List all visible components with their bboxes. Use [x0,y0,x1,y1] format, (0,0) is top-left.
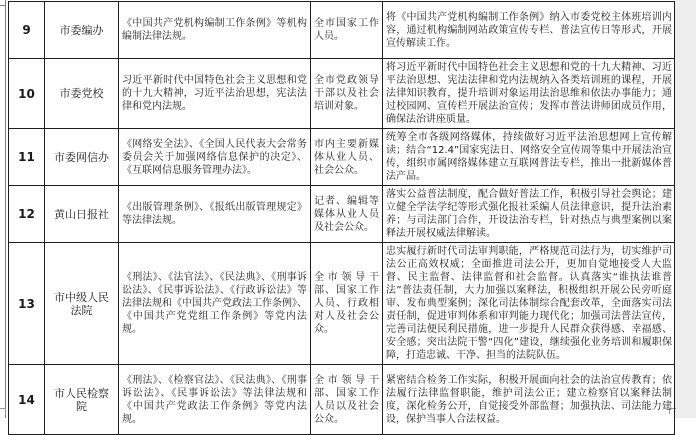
target-audience: 全市领导干部、国家工作人员以及社会公众。 [311,365,383,435]
responsible-unit: 市中级人民法院 [45,243,119,365]
target-audience: 全市国家工作人员。 [311,2,383,59]
legal-basis: 《网络安全法》、《全国人民代表大会常务委员会关于加强网络信息保护的决定》、《互联网信息服务管理办法》。 [119,129,311,186]
responsible-unit: 市人民检察院 [45,365,119,435]
page-right-margin [675,0,696,418]
row-number: 13 [9,243,45,365]
table-row [9,2,675,59]
responsible-unit: 市委网信办 [45,129,119,186]
table-row [9,365,675,435]
target-audience: 全市党政领导干部以及社会培训对象。 [311,59,383,129]
table-row [9,186,675,243]
table-row [9,243,675,365]
target-audience: 市内主要新媒体从业人员、社会公众。 [311,129,383,186]
publicity-content: 将习近平新时代中国特色社会主义思想和党的十九大精神、习近平法治思想、宪法法律和党内法规纳入各类培训班的课程，开展法律知识教育，提升培训对象运用法治思维和依法办事能力；通过校园网、宣传栏开展法治宣传；发挥市普法讲师团成员作用，确保法治讲座质量。 [383,59,675,129]
crop-mark-top-left [0,0,6,6]
row-number: 12 [9,186,45,243]
legal-basis: 《刑法》、《法官法》、《民法典》、《刑事诉讼法》、《民事诉讼法》、《行政诉讼法》等法律法规和《中国共产党政法工作条例》、《中国共产党党组工作条例》等党内法规。 [119,243,311,365]
row-number: 11 [9,129,45,186]
responsible-unit: 市委编办 [45,2,119,59]
row-number: 9 [9,2,45,59]
responsible-unit: 市委党校 [45,59,119,129]
responsible-unit: 黄山日报社 [45,186,119,243]
legal-basis: 《出版管理条例》、《报纸出版管理规定》等法律法规。 [119,186,311,243]
publicity-content: 紧密结合检务工作实际，积极开展面向社会的法治宣传教育；依法履行法律监督职能，维护司法公正；建立检察官以案释法制度，深化检务公开，自觉接受外部监督；加强执法、司法能力建设，保护当事人合法权益。 [383,365,675,435]
legal-basis: 习近平新时代中国特色社会主义思想和党的十九大精神，习近平法治思想，宪法法律和党内法规。 [119,59,311,129]
publicity-content: 忠实履行新时代司法审判职能，严格规范司法行为，切实维护司法公正高效权威；全面推进司法公开，更加自觉地接受人大监督、民主监督、法律监督和社会监督。认真落实“谁执法谁普法”普法责任制，大力加强以案释法，积极组织开展公民旁听庭审、发布典型案例；深化司法体制综合配套改革，全面落实司法责任制，促进审判体系和审判能力现代化；加强司法普法宣传，完善司法便民利民措施，进一步提升人民群众获得感、幸福感、安全感；突出法院干警“四化”建设，继续强化业务培训和履职保障，打造忠诚、干净、担当的法院队伍。 [383,243,675,365]
legal-basis: 《刑法》、《检察官法》、《民法典》、《刑事诉讼法》、《民事诉讼法》等法律法规和《中国共产党政法工作条例》等党内法规。 [119,365,311,435]
publicity-content: 统筹全市各级网络媒体，持续做好习近平法治思想网上宣传解读；结合“12.4”国家宪法日、网络安全宣传周等集中开展法治宣传，组织市属网络媒体建立互联网普法专栏，推出一批新媒体普法产品。 [383,129,675,186]
row-number: 10 [9,59,45,129]
row-number: 14 [9,365,45,435]
legal-publicity-table [8,1,675,435]
table-row [9,59,675,129]
target-audience: 全市领导干部、国家工作人员、行政相对人及社会公众。 [311,243,383,365]
publicity-content: 将《中国共产党机构编制工作条例》纳入市委党校主体班培训内容，通过机构编制网站政策宣传专栏、普法宣传日等形式，开展宣传解读工作。 [383,2,675,59]
crop-mark-bottom-left [0,408,6,414]
page-left-margin-line [5,0,6,418]
target-audience: 记者、编辑等媒体从业人员及社会公众。 [311,186,383,243]
publicity-content: 落实公益普法制度，配合做好普法工作，积极引导社会舆论；建立健全学法学纪等形式强化报社采编人员法律意识，提升法治素养；与司法部门合作，开设法治专栏，针对热点与典型案例以案释法开展权威法律解读。 [383,186,675,243]
table-row [9,129,675,186]
legal-basis: 《中国共产党机构编制工作条例》等机构编制法律法规。 [119,2,311,59]
